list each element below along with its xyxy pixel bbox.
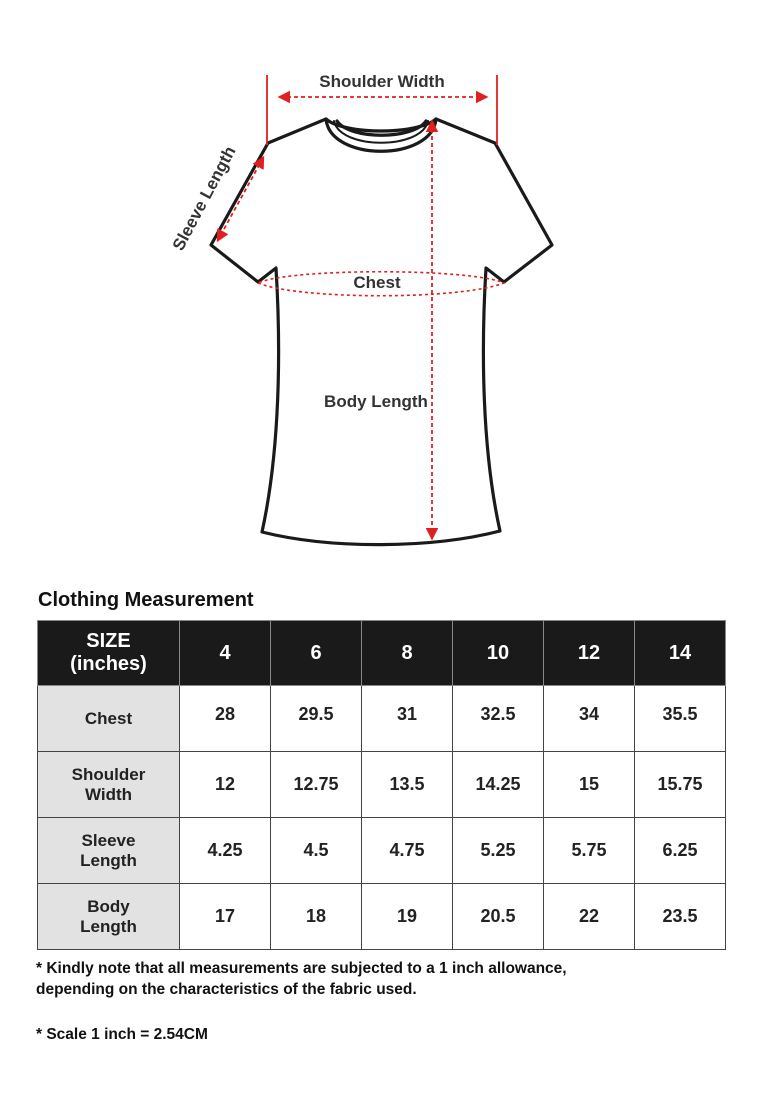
measurement-cell: 31 [362, 686, 453, 752]
measurement-cell: 4.25 [180, 818, 271, 884]
sleeve-length-label: Sleeve Length [168, 143, 240, 254]
measurement-cell: 18 [271, 884, 362, 950]
measurement-cell: 4.5 [271, 818, 362, 884]
row-label-sleeve-length: Sleeve Length [38, 818, 180, 884]
measurement-cell: 14.25 [453, 752, 544, 818]
measurement-cell: 15.75 [635, 752, 726, 818]
table-row-chest [38, 686, 726, 752]
shoulder-width-label: Shoulder Width [319, 72, 445, 91]
row-label-shoulder-width: Shoulder Width [38, 752, 180, 818]
chest-label: Chest [353, 273, 401, 292]
table-title: Clothing Measurement [38, 589, 254, 611]
scale-note: * Scale 1 inch = 2.54CM [36, 1026, 208, 1043]
size-column-header: 12 [544, 621, 635, 686]
size-column-header: 4 [180, 621, 271, 686]
measurement-cell: 13.5 [362, 752, 453, 818]
size-header-row [38, 621, 726, 686]
size-column-header: 14 [635, 621, 726, 686]
measurement-cell: 20.5 [453, 884, 544, 950]
measurement-cell: 34 [544, 686, 635, 752]
measurement-cell: 28 [180, 686, 271, 752]
measurement-cell: 5.25 [453, 818, 544, 884]
measurement-cell: 6.25 [635, 818, 726, 884]
measurement-cell: 19 [362, 884, 453, 950]
measurement-cell: 29.5 [271, 686, 362, 752]
measurement-cell: 15 [544, 752, 635, 818]
table-row-shoulder-width [38, 752, 726, 818]
size-chart-table [37, 620, 726, 950]
measurement-cell: 17 [180, 884, 271, 950]
tshirt-body-outline [211, 119, 552, 545]
measurement-cell: 35.5 [635, 686, 726, 752]
size-column-header: 10 [453, 621, 544, 686]
measurement-cell: 23.5 [635, 884, 726, 950]
allowance-note: * Kindly note that all measurements are subjected to a 1 inch allowance, depending on the characteristics of the fabric used. [36, 960, 567, 998]
measurement-cell: 32.5 [453, 686, 544, 752]
measurement-guides [218, 75, 504, 538]
size-header-label: SIZE (inches) [38, 621, 180, 686]
size-column-header: 8 [362, 621, 453, 686]
table-row-sleeve-length [38, 818, 726, 884]
size-column-header: 6 [271, 621, 362, 686]
tshirt-outline [211, 119, 552, 545]
footnotes [36, 958, 567, 1043]
measurement-cell: 12.75 [271, 752, 362, 818]
measurement-cell: 12 [180, 752, 271, 818]
row-label-body-length: Body Length [38, 884, 180, 950]
measurement-cell: 4.75 [362, 818, 453, 884]
body-length-label: Body Length [324, 392, 428, 411]
row-label-chest: Chest [38, 686, 180, 752]
table-row-body-length [38, 884, 726, 950]
measurement-cell: 22 [544, 884, 635, 950]
measurement-cell: 5.75 [544, 818, 635, 884]
